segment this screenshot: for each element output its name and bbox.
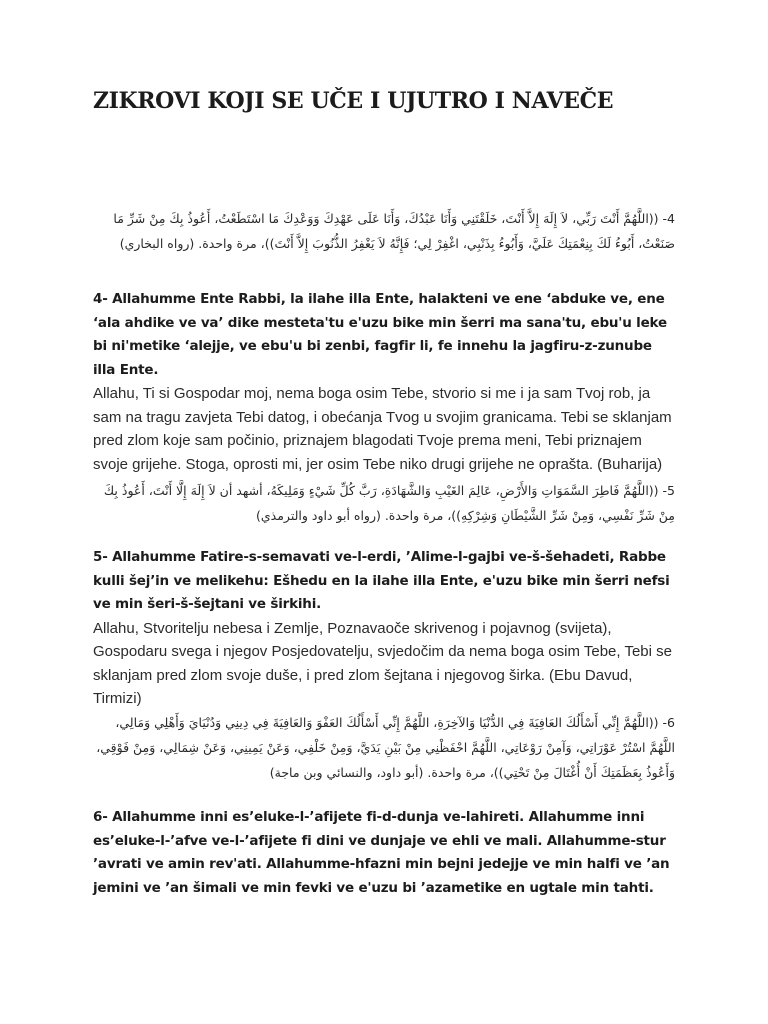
arabic-text: 6- ((اللَّهُمَّ إِنِّي أَسْأَلُكَ العَافِيَةَ فِي الدُّنْيَا وَالآخِرَةِ، اللَّهُمَّ إِنِّي أَسْأَلُكَ العَفْوَ وَالعَافِيَةَ فِي دِينِي وَدُنْيَايَ وَأَهْلِي وَمَالِي، اللَّهُمَّ اسْتُرْ عَوْرَاتِي، وَآمِنْ رَوْعَاتِي، اللَّهُمَّ احْفَظْنِي مِنْ بَيْنِ يَدَيَّ، وَمِنْ خَلْفِي، وَعَنْ يَمِينِي، وَعَنْ شِمَالِي، وَمِنْ فَوْقِي، وَأَعُوذُ بِعَظَمَتِكَ أَنْ أُغْتَالَ مِنْ تَحْتِي))، مرة واحدة. (أبو داود، والنسائي وبن ماجة) [96,715,675,780]
dua-section-6 [93,710,675,785]
dua-section-4 [93,206,675,256]
transliteration-text: 6- Allahumme inni es’eluke-l-’afijete fi-d-dunja ve-lahireti. Allahumme inni es’eluke-l-’afve ve-l-’afijete fi dini ve dunjaje ve ehli ve mali. Allahumme-stur ’avrati ve amin rev'ati. Allahumme-hfazni min bejni jedejje ve min halfi ve ’an jemini ve ’an šimali ve min fevki ve e'uzu bi ’azametike en ugtale min tahti. [93,809,670,896]
translation-text: Allahu, Stvoritelju nebesa i Zemlje, Poznavaoče skrivenog i pojavnog (svijeta), Gospodaru svega i njegov Posjedovatelju, svjedočim da nema boga osim Tebe, Tebi se sklanjam pred zlom svoje duše, i pred zlom šejtana i njegovog širka. (Ebu Davud, Tirmizi) [93,619,672,707]
arabic-text: 4- ((اللَّهُمَّ أَنْتَ رَبِّي، لاَ إِلَهَ إِلاَّ أَنْتَ، خَلَقْتَنِي وَأَنَا عَبْدُكَ، وَأَنَا عَلَى عَهْدِكَ وَوَعْدِكَ مَا اسْتَطَعْتُ، أَعُوذُ بِكَ مِنْ شَرِّ مَا صَنَعْتُ، أَبُوءُ لَكَ بِنِعْمَتِكَ عَلَيَّ، وَأَبُوءُ بِذَنْبِي، اغْفِرْ لِي؛ فَإِنَّهُ لاَ يَغْفِرُ الذُّنُوبَ إِلاَّ أَنْتَ))، مرة واحدة. (رواه البخاري) [113,211,675,251]
dua-section-5 [93,478,675,528]
dua-section-4-translation [93,288,675,476]
dua-section-6-translation [93,806,675,900]
arabic-text: 5- ((اللَّهُمَّ فَاطِرَ السَّمَوَاتِ وَالأَرْضِ، عَالِمَ الغَيْبِ وَالشَّهَادَةِ، رَبَّ كُلِّ شَيْءٍ وَمَلِيكَهُ، أشهد أن لاَ إِلَهَ إِلَّا أَنْتَ، أَعُوذُ بِكَ مِنْ شَرِّ نَفْسِي، وَمِنْ شَرِّ الشَّيْطَانِ وَشِرْكِهِ))، مرة واحدة. (رواه أبو داود والترمذي) [103,483,675,523]
transliteration-text: 5- Allahumme Fatire-s-semavati ve-l-erdi, ’Alime-l-gajbi ve-š-šehadeti, Rabbe kulli šej’in ve melikehu: Ešhedu en la ilahe illa Ente, e'uzu bike min šerri nefsi ve min šeri-š-šejtani ve širkihi. [93,549,670,612]
translation-text: Allahu, Ti si Gospodar moj, nema boga osim Tebe, stvorio si me i ja sam Tvoj rob, ja sam na tragu zavjeta Tebi datog, i obećanja Tvog u svojim granicama. Tebi se sklanjam pred zlom koje sam počinio, priznajem blagodati Tvoje prema meni, Tebi priznajem svoje grijehe. Stoga, oprosti mi, jer osim Tebe niko drugi grijehe ne oprašta. (Buharija) [93,385,672,473]
transliteration-text: 4- Allahumme Ente Rabbi, la ilahe illa Ente, halakteni ve ene ‘abduke ve, ene ‘ala ahdike ve va’ dike mesteta'tu e'uzu bike min šerri ma sana'tu, ebu'u leke bi ni'metike ‘alejje, ve ebu'u bi zenbi, fagfir li, fe innehu la jagfiru-z-zunube illa Ente. [93,291,667,378]
page-title: ZIKROVI KOJI SE UČE I UJUTRO I NAVEČE [93,88,614,114]
dua-section-5-translation [93,546,675,711]
